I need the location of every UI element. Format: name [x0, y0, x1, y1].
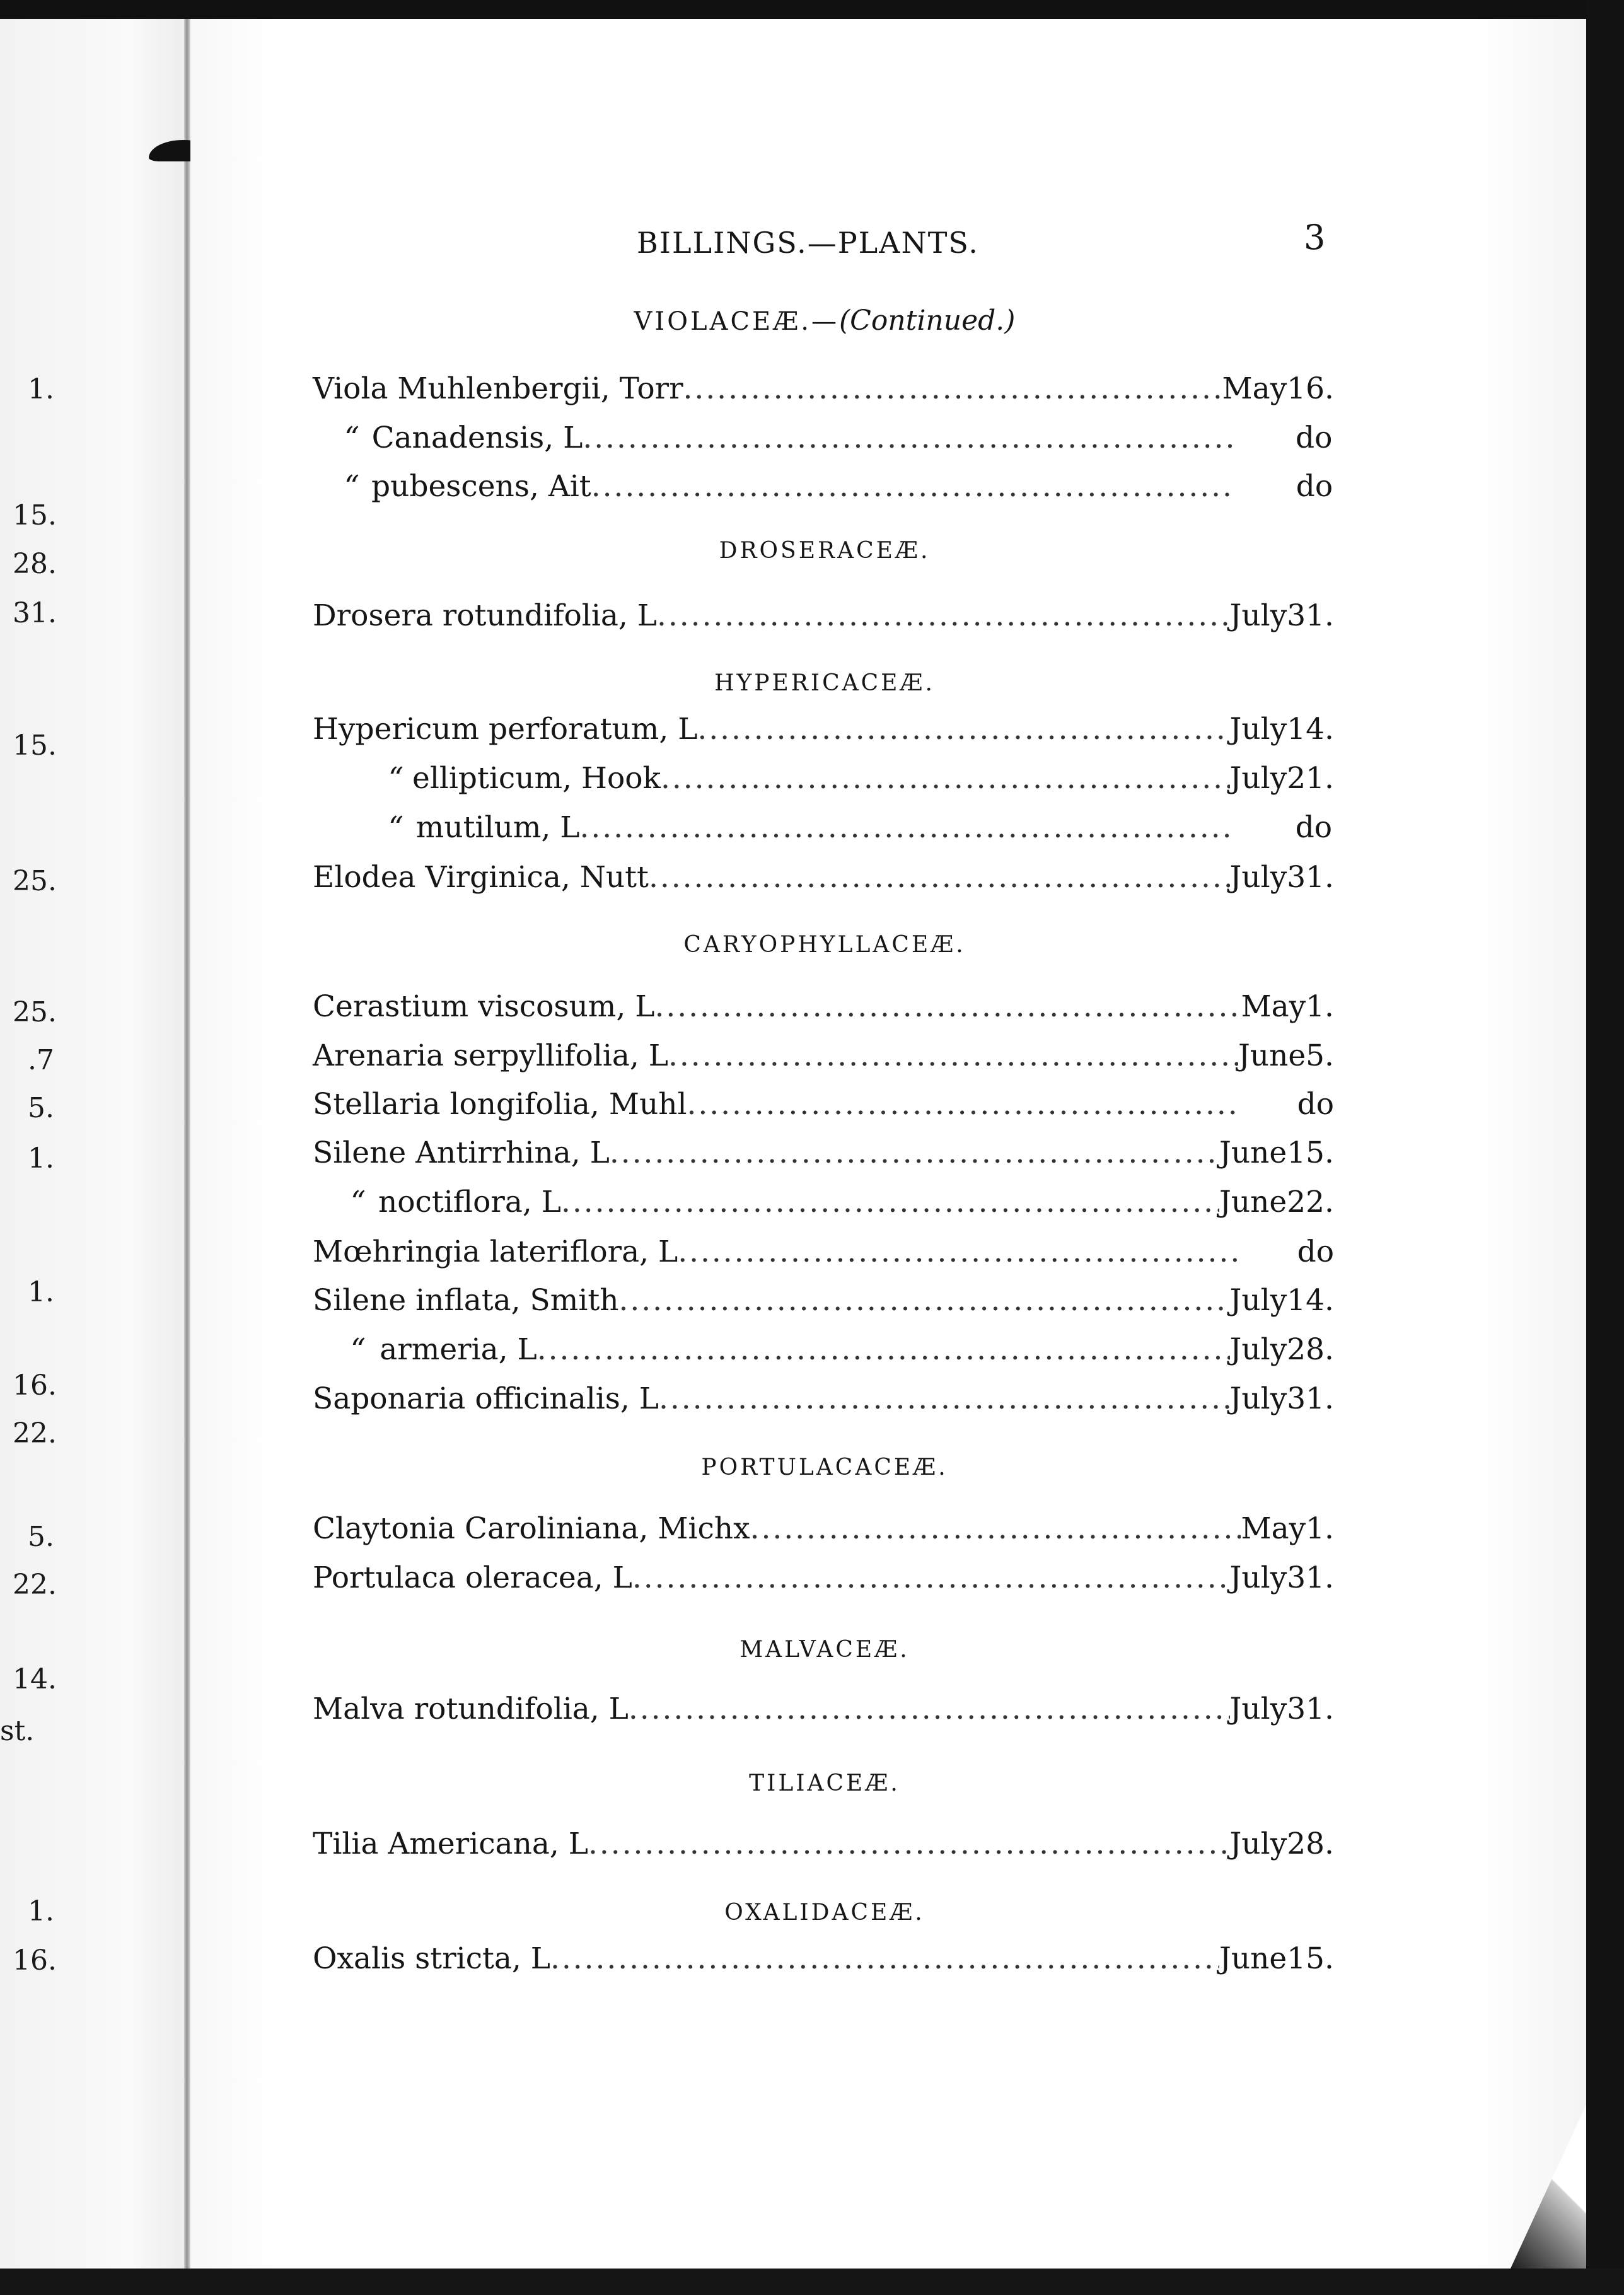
species-name: Portulaca oleracea, L	[313, 1560, 632, 1595]
ditto-mark: “	[351, 1332, 366, 1367]
flowering-month: July	[1229, 761, 1287, 796]
flowering-month: May	[1222, 371, 1287, 406]
species-name: Canadensis, L	[371, 421, 583, 455]
section-heading-tiliaceae: TILIACEÆ.	[749, 1770, 900, 1796]
ditto-mark: “	[388, 761, 404, 796]
plant-entry	[313, 1085, 1334, 1124]
margin-number: 25.	[13, 865, 57, 897]
section-heading-hypericaceae: HYPERICACEÆ.	[714, 670, 935, 696]
dot-leader	[583, 419, 1235, 458]
plant-entry	[313, 369, 1334, 409]
flowering-month: June	[1219, 1941, 1287, 1976]
species-name: Arenaria serpyllifolia, L	[313, 1038, 668, 1073]
flowering-day: 22.	[1287, 1185, 1334, 1219]
dot-leader	[659, 1380, 1230, 1419]
dot-leader	[649, 858, 1230, 897]
flowering-month: June	[1238, 1038, 1306, 1073]
species-name: ellipticum, Hook	[412, 761, 661, 796]
section-label: VIOLACEÆ.—	[634, 307, 840, 336]
flowering-day: 28.	[1287, 1827, 1334, 1861]
dot-leader	[697, 710, 1229, 749]
flowering-day: 31.	[1287, 1692, 1334, 1726]
flowering-month: June	[1219, 1136, 1287, 1170]
margin-number: 1.	[28, 373, 54, 405]
flowering-month: do	[1297, 1087, 1334, 1122]
plant-entry	[313, 1037, 1334, 1076]
dot-leader	[687, 1085, 1237, 1124]
species-name: Drosera rotundifolia, L	[313, 598, 657, 633]
dot-leader	[632, 1559, 1230, 1598]
plant-entry	[313, 1281, 1334, 1320]
plant-entry	[313, 419, 1334, 458]
dot-leader	[657, 596, 1230, 636]
dot-leader	[683, 369, 1222, 409]
species-name: Tilia Americana, L	[313, 1827, 588, 1861]
ditto-mark: “	[351, 1185, 366, 1219]
flowering-day: 31.	[1287, 860, 1334, 895]
plant-entry	[313, 1134, 1334, 1173]
flowering-day: 15.	[1287, 1136, 1334, 1170]
species-name: Stellaria longifolia, Muhl	[313, 1087, 687, 1122]
species-name: Malva rotundifolia, L	[313, 1692, 629, 1726]
dot-leader	[550, 1939, 1219, 1978]
dot-leader	[661, 759, 1230, 798]
flowering-day: 16.	[1287, 371, 1334, 406]
species-name: Hypericum perforatum, L	[313, 712, 698, 747]
flowering-month: July	[1229, 1381, 1287, 1416]
species-name: Silene Antirrhina, L	[313, 1136, 610, 1170]
species-name: armeria, L	[380, 1332, 537, 1367]
species-name: Claytonia Caroliniana, Michx	[313, 1511, 750, 1546]
flowering-month: July	[1229, 1332, 1287, 1367]
dot-leader	[629, 1690, 1230, 1729]
flowering-day: 31.	[1287, 598, 1334, 633]
flowering-month: July	[1229, 1827, 1287, 1861]
plant-entry	[313, 759, 1334, 798]
species-name: Viola Muhlenbergii, Torr	[313, 371, 683, 406]
dot-leader	[537, 1330, 1230, 1369]
book-gutter	[184, 19, 190, 2269]
species-name: Elodea Virginica, Nutt	[313, 860, 649, 895]
margin-number: 16.	[13, 1944, 57, 1977]
species-name: Mœhringia lateriflora, L	[313, 1235, 678, 1269]
margin-number: 22.	[13, 1417, 57, 1450]
running-head: BILLINGS.—PLANTS.	[637, 226, 979, 260]
flowering-month: do	[1297, 1235, 1334, 1269]
margin-number: 31.	[13, 597, 57, 629]
dot-leader	[678, 1233, 1236, 1272]
flowering-month: July	[1229, 712, 1287, 747]
margin-number: 28.	[13, 548, 57, 580]
species-name: Silene inflata, Smith	[313, 1283, 619, 1318]
ditto-mark: “	[344, 421, 360, 455]
section-heading-malvaceae: MALVACEÆ.	[740, 1637, 910, 1663]
margin-number: 16.	[13, 1369, 57, 1402]
plant-entry	[313, 1690, 1334, 1729]
species-name: pubescens, Ait	[371, 469, 591, 504]
flowering-month: May	[1241, 1511, 1306, 1546]
plant-entry	[313, 858, 1334, 897]
margin-number: .7	[28, 1044, 54, 1076]
plant-entry	[313, 1939, 1334, 1978]
flowering-day: 1.	[1306, 1511, 1334, 1546]
flowering-month: do	[1296, 469, 1333, 504]
margin-number: 22.	[13, 1569, 57, 1601]
margin-number: st.	[0, 1715, 35, 1747]
flowering-month: May	[1241, 989, 1306, 1024]
species-name: Oxalis stricta, L	[313, 1941, 551, 1976]
flowering-day: 1.	[1306, 989, 1334, 1024]
section-heading-droseraceae: DROSERACEÆ.	[719, 538, 931, 564]
flowering-month: July	[1229, 1692, 1287, 1726]
margin-number: 15.	[13, 729, 57, 762]
plant-entry	[313, 1330, 1334, 1369]
margin-number: 1.	[28, 1142, 54, 1175]
plant-entry	[313, 596, 1334, 636]
flowering-month: July	[1229, 598, 1287, 633]
margin-number: 5.	[28, 1521, 54, 1553]
dot-leader	[580, 808, 1235, 847]
plant-entry	[313, 467, 1334, 506]
margin-number: 15.	[13, 499, 57, 532]
flowering-day: 28.	[1287, 1332, 1334, 1367]
plant-entry	[313, 710, 1334, 749]
dot-leader	[561, 1183, 1219, 1222]
dot-leader	[588, 1825, 1230, 1864]
dot-leader	[610, 1134, 1219, 1173]
flowering-day: 14.	[1287, 712, 1334, 747]
flowering-day: 31.	[1287, 1381, 1334, 1416]
scan-border-top	[0, 0, 1624, 19]
plant-entry	[313, 1559, 1334, 1598]
flowering-day: 15.	[1287, 1941, 1334, 1976]
margin-number: 1.	[28, 1895, 54, 1927]
dot-leader	[591, 467, 1236, 506]
ditto-mark: “	[344, 469, 360, 504]
flowering-day: 14.	[1287, 1283, 1334, 1318]
section-heading-oxalidaceae: OXALIDACEÆ.	[724, 1900, 925, 1926]
flowering-month: July	[1229, 1283, 1287, 1318]
plant-entry	[313, 1183, 1334, 1222]
plant-entry	[313, 1825, 1334, 1864]
margin-number: 5.	[28, 1092, 54, 1124]
section-heading-caryophyllaceae: CARYOPHYLLACEÆ.	[683, 932, 966, 958]
flowering-day: 21.	[1287, 761, 1334, 796]
plant-entry	[313, 1380, 1334, 1419]
flowering-month: June	[1219, 1185, 1287, 1219]
flowering-month: do	[1295, 810, 1333, 845]
flowering-month: do	[1295, 421, 1333, 455]
ditto-mark: “	[388, 810, 404, 845]
dot-leader	[619, 1281, 1230, 1320]
dot-leader	[750, 1509, 1241, 1548]
margin-number: 25.	[13, 996, 57, 1028]
margin-number: 1.	[28, 1276, 54, 1308]
section-heading-violaceae	[314, 305, 1335, 337]
flowering-month: July	[1229, 1560, 1287, 1595]
plant-entry	[313, 1233, 1334, 1272]
flowering-month: July	[1229, 860, 1287, 895]
plant-entry	[313, 1509, 1334, 1548]
flowering-day: 5.	[1306, 1038, 1334, 1073]
scan-border-bottom	[0, 2269, 1624, 2295]
margin-number: 14.	[13, 1663, 57, 1695]
flowering-day: 31.	[1287, 1560, 1334, 1595]
section-heading-portulacaceae: PORTULACACEÆ.	[701, 1455, 948, 1480]
continued-label: (Continued.)	[839, 305, 1016, 337]
scan-border-right	[1586, 0, 1624, 2295]
plant-entry	[313, 808, 1334, 847]
species-name: Saponaria officinalis, L	[313, 1381, 659, 1416]
dot-leader	[668, 1037, 1238, 1076]
species-name: mutilum, L	[415, 810, 580, 845]
species-name: noctiflora, L	[378, 1185, 562, 1219]
page-number: 3	[1304, 218, 1326, 257]
plant-entry	[313, 987, 1334, 1026]
dot-leader	[654, 987, 1241, 1026]
species-name: Cerastium viscosum, L	[313, 989, 655, 1024]
